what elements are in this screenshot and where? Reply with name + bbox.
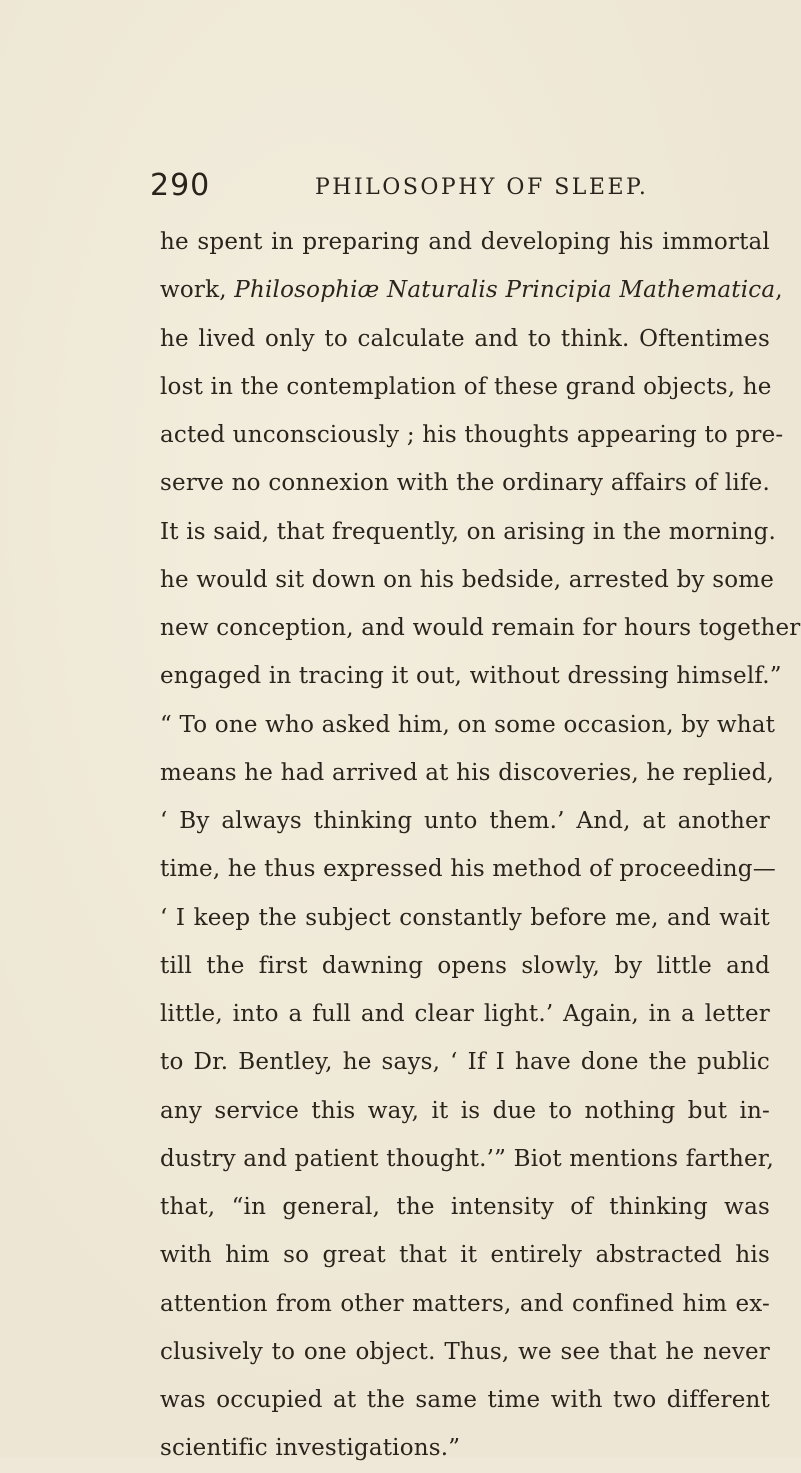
running-head: PHILOSOPHY OF SLEEP. [315,175,649,200]
text-segment: clusively to one object. Thus, we see that he never [160,1338,770,1365]
text-segment: “ To one who asked him, on some occasion, by what [160,711,776,738]
text-line [160,556,775,604]
text-segment: ‘ By always thinking unto them.’ And, at another [160,808,770,834]
text-segment: means he had arrived at his discoveries, he replied, [160,759,775,786]
text-line [160,1376,770,1424]
text-line [160,1135,774,1183]
italic-title: Philosophiæ Naturalis Principia Mathematica [234,277,776,304]
text-segment: till the first dawning opens slowly, by little and [160,952,770,979]
text-segment: time, he thus expressed his method of proceeding— [160,856,776,883]
text-line [160,1328,770,1376]
text-segment: he would sit down on his bedside, arrested by some [160,566,775,593]
text-segment: engaged in tracing it out, without dressing himself.” [160,663,782,690]
text-segment: with him so great that it entirely abstracted his [160,1242,770,1269]
text-line [160,1038,770,1086]
text-line [160,218,770,266]
text-segment: any service this way, it is due to nothing but in- [160,1097,770,1124]
text-line [160,797,770,845]
text-line [160,942,770,990]
text-segment: little, into a full and clear light.’ Again, in a letter [160,1001,770,1027]
page-number: 290 [150,168,211,203]
text-segment: attention from other matters, and confined him ex- [160,1290,770,1317]
text-line [160,1424,770,1472]
text-line [160,604,801,652]
text-line [160,701,776,749]
text-segment: that, “in general, the intensity of thinking was [160,1194,770,1220]
text-line [160,363,770,411]
text-segment: new conception, and would remain for hours together [160,615,801,641]
text-segment: ‘ I keep the subject constantly before me, and wait [160,904,770,931]
text-segment: was occupied at the same time with two different [160,1387,770,1413]
text-line [160,894,770,942]
text-segment: he spent in preparing and developing his immortal [160,229,770,255]
text-segment: , [775,277,783,304]
text-line [160,266,783,314]
text-segment: scientific investigations.” [160,1435,461,1462]
text-segment: dustry and patient thought.’” Biot mentions farther, [160,1145,774,1172]
text-line [160,315,770,363]
text-line [160,459,770,507]
text-line [160,749,775,797]
page-header [150,168,770,208]
text-line [160,652,782,700]
text-segment: It is said, that frequently, on arising in the morning. [160,518,777,545]
text-segment: he lived only to calculate and to think. Oftentimes [160,325,770,352]
text-line [160,508,777,556]
text-segment: work, [160,277,235,304]
text-line [160,990,770,1038]
text-line [160,1231,770,1279]
text-segment: acted unconsciously ; his thoughts appearing to pre- [160,422,784,448]
body-text [160,218,801,1473]
text-line [160,1280,770,1328]
text-segment: lost in the contemplation of these grand objects, he [160,373,772,400]
text-segment: to Dr. Bentley, he says, ‘ If I have done the public [160,1049,770,1076]
text-line [160,1087,770,1135]
text-line [160,411,784,459]
text-line [160,845,776,893]
text-segment: serve no connexion with the ordinary affairs of life. [160,470,770,497]
text-line [160,1183,770,1231]
